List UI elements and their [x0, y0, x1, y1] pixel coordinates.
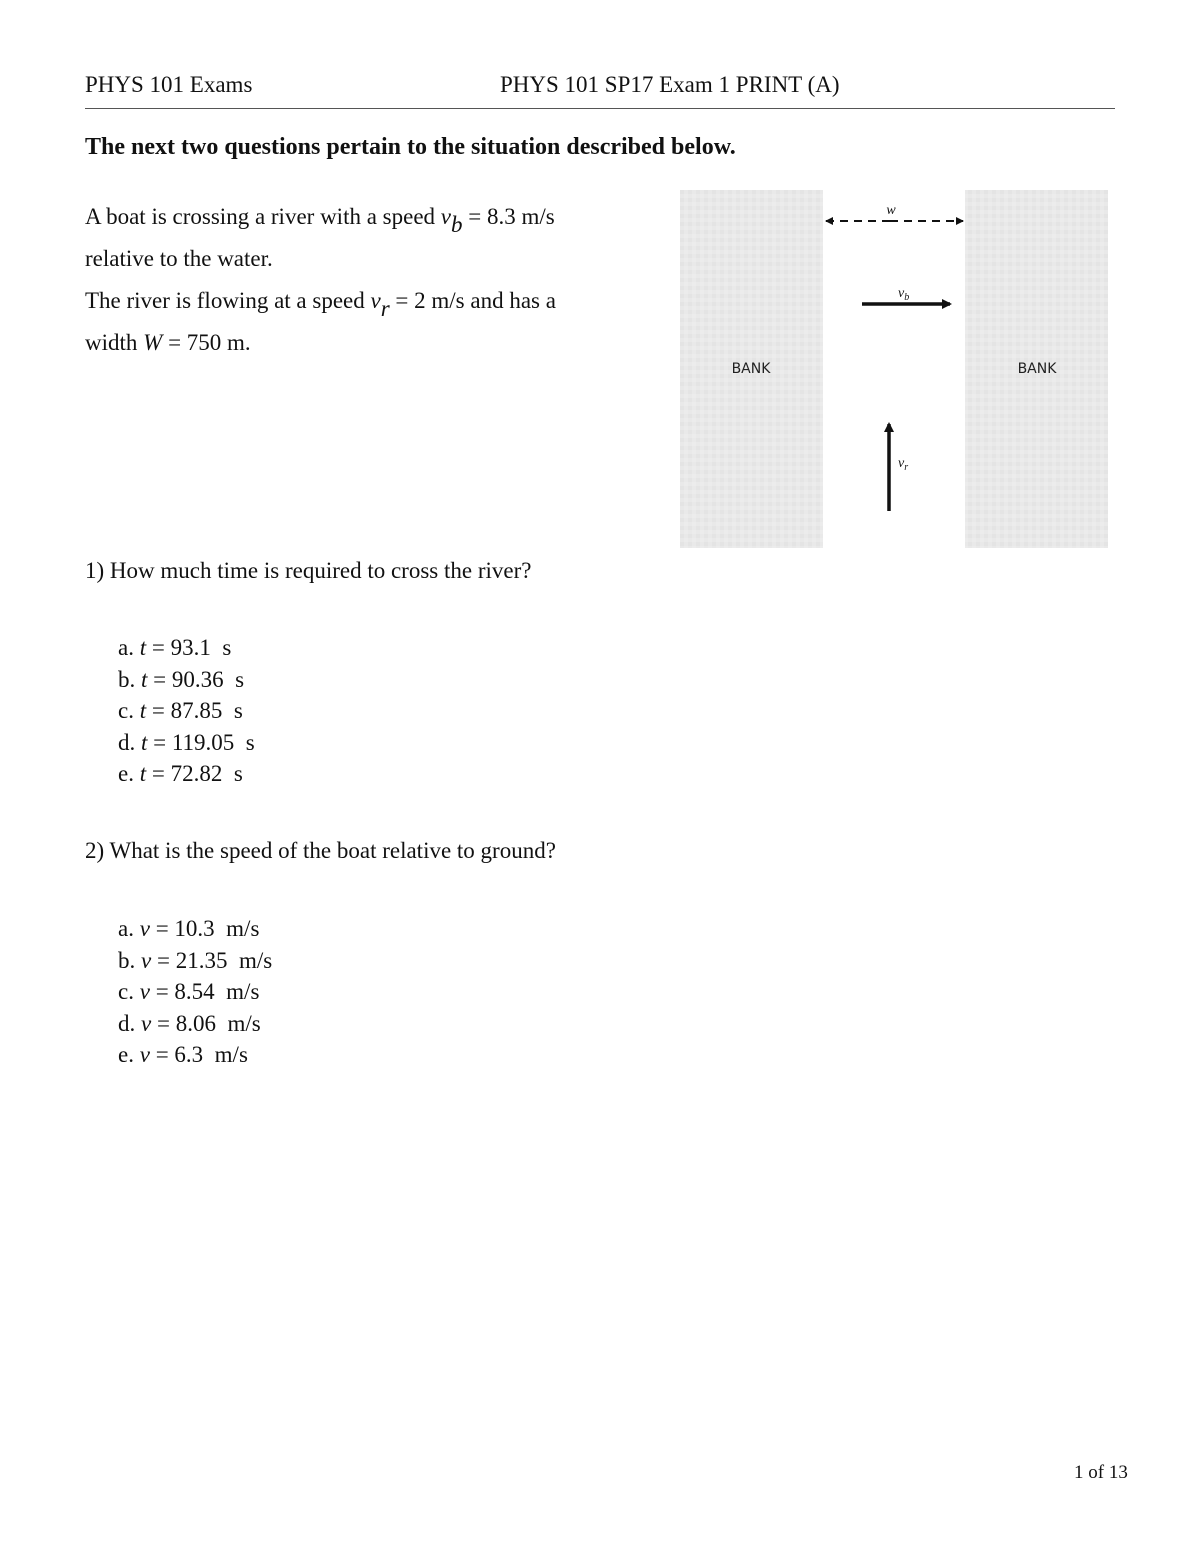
problem-line-4: width W = 750 m. — [85, 330, 251, 355]
problem-line-2: relative to the water. — [85, 246, 273, 271]
left-bank-label: BANK — [731, 361, 771, 377]
river-diagram — [680, 190, 1108, 548]
choice-1d[interactable]: d. t = 119.05 s — [118, 729, 255, 755]
question-2: 2) What is the speed of the boat relative to ground? — [85, 838, 556, 863]
choice-2a[interactable]: a. v = 10.3 m/s — [118, 916, 260, 941]
choice-1c[interactable]: c. t = 87.85 s — [118, 698, 243, 723]
choice-1a[interactable]: a. t = 93.1 s — [118, 635, 232, 660]
problem-line-1: A boat is crossing a river with a speed vb = 8.3 m/s — [85, 204, 555, 237]
width-label: w — [886, 203, 896, 218]
choice-1b[interactable]: b. t = 90.36 s — [118, 666, 245, 692]
question-2-choices — [118, 913, 272, 1071]
header-divider — [85, 108, 1115, 109]
header-exam-title: PHYS 101 SP17 Exam 1 PRINT (A) — [500, 72, 840, 97]
page-number: 1 of 13 — [1074, 1462, 1128, 1483]
problem-line-3: The river is flowing at a speed vr = 2 m/s and has a — [85, 288, 556, 321]
choice-1e[interactable]: e. t = 72.82 s — [118, 761, 243, 786]
problem-statement — [85, 196, 645, 364]
intro-heading: The next two questions pertain to the situation described below. — [85, 134, 736, 160]
question-1: 1) How much time is required to cross the river? — [85, 558, 532, 583]
choice-2b[interactable]: b. v = 21.35 m/s — [118, 947, 273, 973]
right-bank-label: BANK — [1017, 361, 1057, 377]
boat-velocity-label: $v_b$ — [898, 286, 910, 303]
choice-2e[interactable]: e. v = 6.3 m/s — [118, 1042, 248, 1067]
river-velocity-label: $v_r$ — [898, 456, 909, 473]
header-course: PHYS 101 Exams — [85, 72, 253, 97]
choice-2c[interactable]: c. v = 8.54 m/s — [118, 979, 260, 1004]
question-1-choices — [118, 632, 255, 790]
choice-2d[interactable]: d. v = 8.06 m/s — [118, 1010, 261, 1036]
